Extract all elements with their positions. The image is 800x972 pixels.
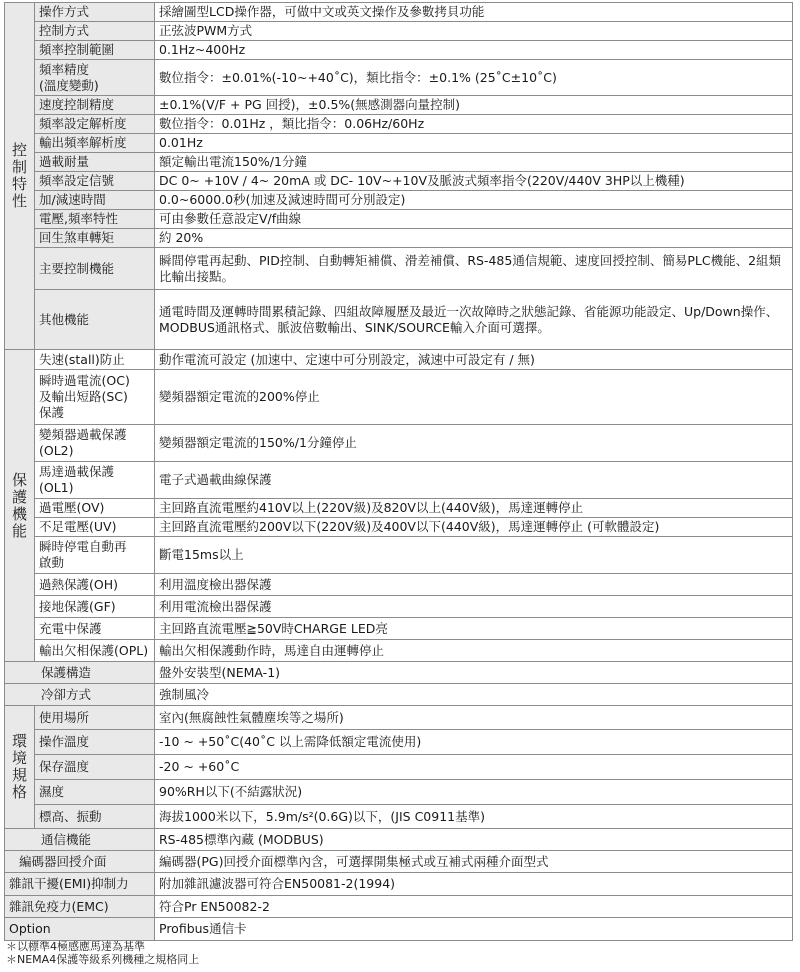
row-value: 採繪圖型LCD操作器，可做中文或英文操作及參數拷貝功能 <box>155 3 793 22</box>
spec-table <box>4 2 793 941</box>
section-label-environment: 環境規格 <box>5 706 35 829</box>
table-row <box>5 755 793 780</box>
row-label: 操作溫度 <box>35 730 155 755</box>
table-row <box>5 3 793 22</box>
row-label: 變頻器過載保護 (OL2) <box>35 425 155 462</box>
row-label: 頻率精度 (溫度變動) <box>35 60 155 96</box>
row-value: 約 20% <box>155 229 793 248</box>
row-label: 雜訊免疫力(EMC) <box>5 896 155 918</box>
table-row <box>5 684 793 706</box>
row-value: 變頻器額定電流的150%/1分鐘停止 <box>155 425 793 462</box>
row-value: 動作電流可設定 (加速中、定速中可分別設定，減速中可設定有 / 無) <box>155 350 793 370</box>
row-value: 數位指令：0.01Hz ，類比指令：0.06Hz/60Hz <box>155 115 793 134</box>
table-row <box>5 229 793 248</box>
row-label: 輸出頻率解析度 <box>35 134 155 153</box>
row-value: 主回路直流電壓約200V以下(220V級)及400V以下(440V級)，馬達運轉停止 (可軟體設定) <box>155 518 793 537</box>
table-row <box>5 851 793 873</box>
table-row <box>5 596 793 618</box>
row-label: 瞬時過電流(OC) 及輸出短路(SC) 保護 <box>35 370 155 425</box>
row-label: 失速(stall)防止 <box>35 350 155 370</box>
row-label: 馬達過載保護 (OL1) <box>35 462 155 499</box>
table-row <box>5 518 793 537</box>
row-label: 主要控制機能 <box>35 248 155 290</box>
table-row <box>5 191 793 210</box>
row-value: 符合Pr EN50082-2 <box>155 896 793 918</box>
row-value: 主回路直流電壓≧50V時CHARGE LED亮 <box>155 618 793 640</box>
row-label: 保存溫度 <box>35 755 155 780</box>
row-value: 斷電15ms以上 <box>155 537 793 574</box>
row-label: 雜訊干擾(EMI)抑制力 <box>5 873 155 896</box>
row-label: 濕度 <box>35 780 155 805</box>
row-label: 接地保護(GF) <box>35 596 155 618</box>
row-value: 額定輸出電流150%/1分鐘 <box>155 153 793 172</box>
row-value: 0.0~6000.0秒(加速及減速時間可分別設定) <box>155 191 793 210</box>
table-row <box>5 96 793 115</box>
table-row <box>5 425 793 462</box>
row-label: 過電壓(OV) <box>35 499 155 518</box>
row-label: 瞬時停電自動再 啟動 <box>35 537 155 574</box>
footnote: ＊以標準4極感應馬達為基準 <box>6 940 145 953</box>
row-value: 利用溫度檢出器保護 <box>155 574 793 596</box>
section-label-protection: 保護機能 <box>5 350 35 662</box>
row-value: 編碼器(PG)回授介面標準內含，可選擇開集極式或互補式兩種介面型式 <box>155 851 793 873</box>
row-label: 輸出欠相保護(OPL) <box>35 640 155 662</box>
row-label: 其他機能 <box>35 290 155 350</box>
row-label: 回生煞車轉矩 <box>35 229 155 248</box>
row-label: 過載耐量 <box>35 153 155 172</box>
row-label: 過熱保護(OH) <box>35 574 155 596</box>
row-value: 附加雜訊濾波器可符合EN50081-2(1994) <box>155 873 793 896</box>
table-row <box>5 640 793 662</box>
table-row <box>5 210 793 229</box>
section-label-control: 控制特性 <box>5 3 35 350</box>
row-label: 使用場所 <box>35 706 155 730</box>
row-label: 充電中保護 <box>35 618 155 640</box>
row-label: 頻率設定解析度 <box>35 115 155 134</box>
row-label: 編碼器回授介面 <box>5 851 155 873</box>
row-label: 速度控制精度 <box>35 96 155 115</box>
row-value: 電子式過載曲線保護 <box>155 462 793 499</box>
row-value: 海拔1000米以下，5.9m/s²(0.6G)以下，(JIS C0911基準) <box>155 805 793 829</box>
row-value: 瞬間停電再起動、PID控制、自動轉矩補償、滑差補償、RS-485通信規範、速度回授控制、簡易PLC機能、2組類比輸出接點。 <box>155 248 793 290</box>
row-value: ±0.1%(V/F + PG 回授)，±0.5%(無感測器向量控制) <box>155 96 793 115</box>
table-row <box>5 896 793 918</box>
table-row <box>5 805 793 829</box>
row-label: 控制方式 <box>35 22 155 41</box>
row-value: 正弦波PWM方式 <box>155 22 793 41</box>
row-value: 輸出欠相保護動作時，馬達自由運轉停止 <box>155 640 793 662</box>
row-value: 主回路直流電壓約410V以上(220V級)及820V以上(440V級)，馬達運轉停止 <box>155 499 793 518</box>
row-label: 保護構造 <box>5 662 155 684</box>
table-row <box>5 248 793 290</box>
table-row <box>5 574 793 596</box>
table-row <box>5 780 793 805</box>
table-row <box>5 706 793 730</box>
row-label: Option <box>5 918 155 941</box>
row-value: -20 ~ +60˚C <box>155 755 793 780</box>
table-row <box>5 115 793 134</box>
table-row <box>5 918 793 941</box>
table-row <box>5 290 793 350</box>
row-value: -10 ~ +50˚C(40˚C 以上需降低額定電流使用) <box>155 730 793 755</box>
row-value: 0.01Hz <box>155 134 793 153</box>
table-row <box>5 499 793 518</box>
table-row <box>5 22 793 41</box>
footnotes <box>6 940 199 966</box>
row-label: 不足電壓(UV) <box>35 518 155 537</box>
table-row <box>5 60 793 96</box>
row-label: 通信機能 <box>5 829 155 851</box>
row-value: DC 0~ +10V / 4~ 20mA 或 DC- 10V~+10V及脈波式頻率指令(220V/440V 3HP以上機種) <box>155 172 793 191</box>
table-row <box>5 662 793 684</box>
footnote: ＊NEMA4保護等級系列機種之規格同上 <box>6 953 200 966</box>
row-label: 頻率控制範圍 <box>35 41 155 60</box>
row-value: 強制風冷 <box>155 684 793 706</box>
row-label: 操作方式 <box>35 3 155 22</box>
table-row <box>5 537 793 574</box>
row-label: 電壓,頻率特性 <box>35 210 155 229</box>
table-row <box>5 134 793 153</box>
row-value: 利用電流檢出器保護 <box>155 596 793 618</box>
row-value: 0.1Hz~400Hz <box>155 41 793 60</box>
row-label: 冷卻方式 <box>5 684 155 706</box>
table-row <box>5 41 793 60</box>
table-row <box>5 350 793 370</box>
table-row <box>5 829 793 851</box>
table-row <box>5 462 793 499</box>
row-value: RS-485標準內藏 (MODBUS) <box>155 829 793 851</box>
row-value: 數位指令：±0.01%(-10~+40˚C)，類比指令：±0.1% (25˚C±10˚C) <box>155 60 793 96</box>
table-row <box>5 730 793 755</box>
table-row <box>5 153 793 172</box>
row-value: 變頻器額定電流的200%停止 <box>155 370 793 425</box>
row-value: Profibus通信卡 <box>155 918 793 941</box>
row-value: 盤外安裝型(NEMA-1) <box>155 662 793 684</box>
row-value: 室內(無腐蝕性氣體塵埃等之場所) <box>155 706 793 730</box>
row-label: 標高、振動 <box>35 805 155 829</box>
row-label: 頻率設定信號 <box>35 172 155 191</box>
row-value: 通電時間及運轉時間累積記錄、四組故障履歷及最近一次故障時之狀態記錄、省能源功能設定、Up/Down操作、MODBUS通訊格式、脈波倍數輸出、SINK/SOURCE輸入介面可選擇。 <box>155 290 793 350</box>
table-row <box>5 873 793 896</box>
row-value: 可由參數任意設定V/f曲線 <box>155 210 793 229</box>
table-row <box>5 172 793 191</box>
table-row <box>5 618 793 640</box>
table-row <box>5 370 793 425</box>
row-label: 加/減速時間 <box>35 191 155 210</box>
row-value: 90%RH以下(不結露狀況) <box>155 780 793 805</box>
